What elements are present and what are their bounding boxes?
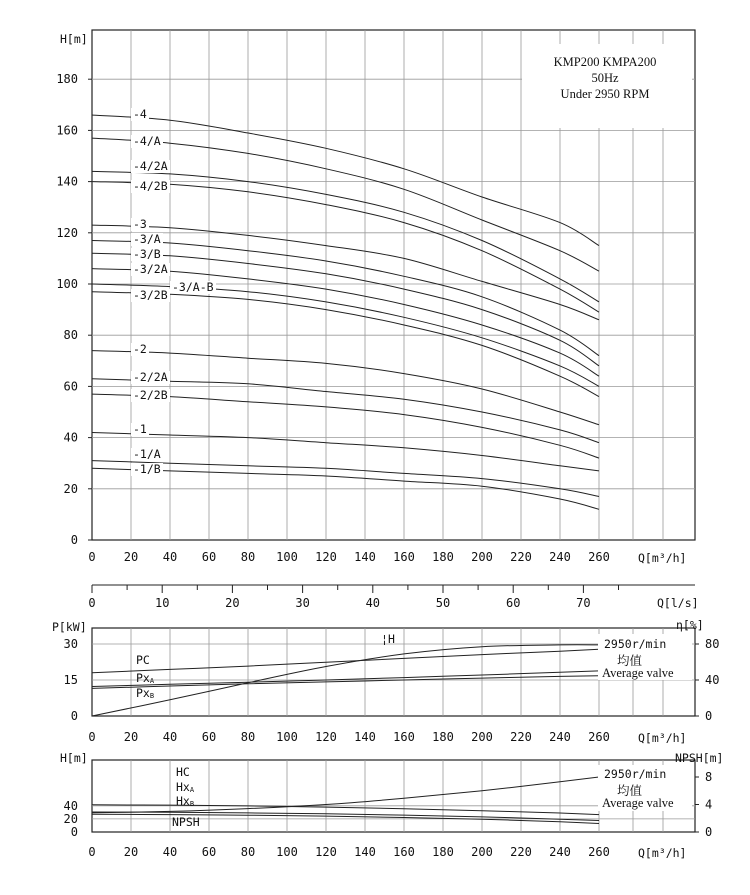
- main-x-tick-label: 160: [393, 550, 415, 564]
- main-curve-label: -3/2B: [133, 288, 168, 302]
- eff-marker-icon: ¦: [381, 632, 388, 646]
- npsh-x-tick-label: 80: [240, 845, 256, 859]
- main-x-tick-label: 0: [88, 550, 96, 564]
- power-curve: [92, 676, 599, 689]
- main-curve-label: -3/B: [133, 247, 161, 261]
- ls-tick-label: 60: [505, 596, 521, 610]
- npsh-x-tick-label: 0: [88, 845, 96, 859]
- power-x-tick-label: 180: [432, 730, 454, 744]
- npsh-label-npsh: NPSH: [172, 815, 200, 829]
- power-average-en-label: Average valve: [602, 666, 674, 680]
- npsh-y-tick-label: 20: [63, 811, 78, 826]
- npsh-right-tick-label: 8: [705, 770, 713, 784]
- power-x-tick-label: 240: [549, 730, 571, 744]
- power-x-tick-label: 0: [88, 730, 96, 744]
- power-curve: [92, 649, 599, 673]
- npsh-y-tick-label: 40: [63, 798, 78, 813]
- main-curve: [92, 379, 599, 443]
- power-label-efficiency: H: [388, 632, 395, 646]
- ls-tick-label: 40: [365, 596, 381, 610]
- main-x-tick-label: 200: [471, 550, 493, 564]
- power-x-tick-label: 260: [588, 730, 610, 744]
- main-y-tick-label: 40: [63, 430, 78, 445]
- npsh-label-hxb: HxB: [176, 794, 195, 808]
- main-y-axis-title: H[m]: [60, 32, 88, 46]
- power-x-axis-title: Q[m³/h]: [638, 731, 687, 745]
- main-x-tick-label: 60: [201, 550, 217, 564]
- npsh-y-tick-label: 0: [70, 825, 78, 839]
- main-curve-label: -1/B: [133, 462, 161, 476]
- npsh-x-tick-label: 240: [549, 845, 571, 859]
- main-curve-label: -4/2B: [133, 179, 168, 193]
- main-curve: [92, 138, 599, 271]
- npsh-right-tick-label: 4: [705, 797, 713, 812]
- info-box-line: KMP200 KMPA200: [553, 55, 657, 69]
- npsh-x-tick-label: 40: [162, 845, 178, 859]
- npsh-x-tick-label: 20: [123, 845, 139, 859]
- main-curve: [92, 351, 599, 425]
- main-y-tick-label: 120: [56, 225, 78, 240]
- main-curve-label: -4/A: [133, 134, 161, 148]
- npsh-right-axis-title: NPSH[m]: [675, 751, 724, 765]
- power-average-cn-label: 均值: [617, 653, 643, 668]
- npsh-label-hc: HC: [176, 765, 190, 779]
- ls-tick-label: 30: [295, 596, 310, 610]
- power-x-tick-label: 60: [201, 730, 217, 744]
- npsh-speed-label: 2950r/min: [604, 767, 667, 781]
- ls-tick-label: 70: [576, 596, 591, 610]
- main-y-tick-label: 80: [63, 328, 78, 343]
- power-x-tick-label: 140: [354, 730, 376, 744]
- main-y-tick-label: 160: [56, 123, 78, 138]
- main-curve-label: -4/2A: [133, 159, 168, 173]
- main-y-tick-label: 180: [56, 72, 78, 87]
- main-curve-label: -2/2B: [133, 388, 168, 402]
- npsh-x-tick-label: 60: [201, 845, 217, 859]
- main-curve-label: -4: [133, 107, 147, 121]
- npsh-x-tick-label: 100: [276, 845, 298, 859]
- main-curve-label: -3/2A: [133, 262, 168, 276]
- power-curve: [92, 671, 599, 687]
- main-curve-label: -3/A-B: [172, 280, 214, 294]
- npsh-x-axis-title: Q[m³/h]: [638, 846, 687, 860]
- main-x-tick-label: 20: [123, 550, 139, 564]
- ls-tick-label: 0: [88, 596, 96, 610]
- power-x-tick-label: 100: [276, 730, 298, 744]
- power-label-pxb: PxB: [136, 686, 155, 700]
- ls-tick-label: 20: [225, 596, 240, 610]
- ls-tick-label: 10: [154, 596, 170, 610]
- npsh-y-axis-title: H[m]: [60, 751, 88, 765]
- main-y-tick-label: 60: [63, 379, 78, 394]
- npsh-x-tick-label: 140: [354, 845, 376, 859]
- main-x-tick-label: 140: [354, 550, 376, 564]
- power-right-tick-label: 0: [705, 709, 713, 723]
- power-y-axis-title: P[kW]: [52, 620, 87, 634]
- main-x-tick-label: 80: [240, 550, 256, 564]
- main-curve-label: -1/A: [133, 447, 161, 461]
- main-curve: [92, 394, 599, 458]
- npsh-x-tick-label: 260: [588, 845, 610, 859]
- main-curve-label: -1: [133, 422, 147, 436]
- main-y-tick-label: 100: [56, 277, 78, 291]
- power-x-tick-label: 40: [162, 730, 178, 744]
- power-y-tick-label: 0: [70, 709, 78, 723]
- npsh-x-tick-label: 160: [393, 845, 415, 859]
- power-x-tick-label: 220: [510, 730, 532, 744]
- npsh-curve: [92, 805, 599, 815]
- main-x-tick-label: 260: [588, 550, 610, 564]
- power-x-tick-label: 160: [393, 730, 415, 744]
- npsh-x-tick-label: 200: [471, 845, 493, 859]
- power-y-tick-label: 15: [63, 673, 78, 687]
- npsh-x-tick-label: 220: [510, 845, 532, 859]
- power-x-tick-label: 120: [315, 730, 337, 744]
- npsh-right-tick-label: 0: [705, 825, 713, 839]
- main-x-tick-label: 120: [315, 550, 337, 564]
- main-y-tick-label: 20: [63, 481, 78, 496]
- main-x-tick-label: 240: [549, 550, 571, 564]
- power-label-pc: PC: [136, 653, 150, 667]
- main-x-tick-label: 40: [162, 550, 178, 564]
- info-box-line: Under 2950 RPM: [560, 87, 650, 101]
- info-box-line: 50Hz: [591, 71, 619, 85]
- npsh-label-hxa: HxA: [176, 780, 195, 794]
- power-right-tick-label: 40: [705, 673, 720, 687]
- power-y-tick-label: 30: [63, 637, 78, 651]
- power-x-tick-label: 200: [471, 730, 493, 744]
- ls-axis-title: Q[l/s]: [657, 596, 699, 610]
- ls-tick-label: 50: [435, 596, 451, 610]
- npsh-average-en-label: Average valve: [602, 796, 674, 810]
- main-y-tick-label: 140: [56, 174, 78, 189]
- main-x-axis-title: Q[m³/h]: [638, 551, 687, 565]
- main-x-tick-label: 180: [432, 550, 454, 564]
- power-label-pxa: PxA: [136, 671, 155, 685]
- main-curve-label: -2/2A: [133, 370, 168, 384]
- main-curve: [92, 433, 599, 471]
- main-x-tick-label: 100: [276, 550, 298, 564]
- npsh-x-tick-label: 180: [432, 845, 454, 859]
- power-right-tick-label: 80: [705, 637, 720, 651]
- main-y-tick-label: 0: [70, 533, 78, 547]
- power-speed-label: 2950r/min: [604, 637, 667, 651]
- main-curve-label: -3/A: [133, 232, 161, 246]
- power-x-tick-label: 20: [123, 730, 139, 744]
- main-curve: [92, 461, 599, 497]
- main-curve-label: -2: [133, 342, 147, 356]
- npsh-x-tick-label: 120: [315, 845, 337, 859]
- power-right-axis-title: η[%]: [676, 618, 704, 632]
- main-x-tick-label: 220: [510, 550, 532, 564]
- main-curve-label: -3: [133, 217, 147, 231]
- power-x-tick-label: 80: [240, 730, 256, 744]
- npsh-average-cn-label: 均值: [617, 783, 643, 798]
